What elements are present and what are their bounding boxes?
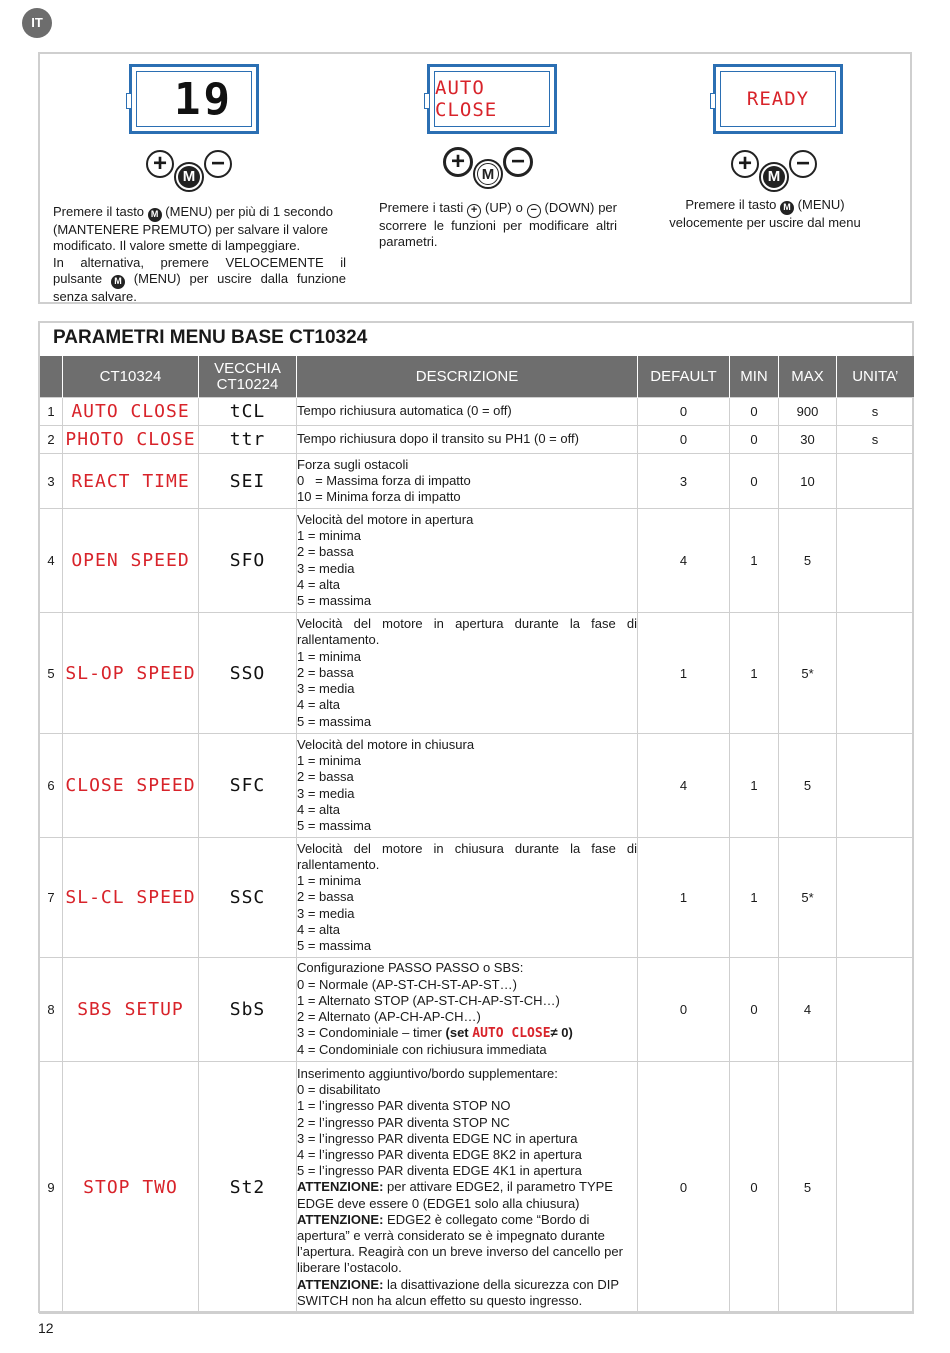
minus-icon: − (204, 150, 232, 178)
caption-save-line2 (53, 255, 346, 306)
description-line: 0 = disabilitato (297, 1082, 381, 1098)
description-line: 4 = alta (297, 697, 341, 713)
old-code (199, 398, 297, 426)
minus-icon: − (527, 204, 541, 218)
description-line: Configurazione PASSO PASSO o SBS: (297, 960, 524, 976)
row-number: 1 (40, 398, 63, 426)
min-value: 0 (730, 1062, 779, 1314)
display-code-text: PHOTO CLOSE (65, 429, 196, 450)
old-code-text: tCL (229, 401, 266, 422)
description-line: 1 = l’ingresso PAR diventa STOP NO (297, 1098, 511, 1114)
description-line: 3 = l’ingresso PAR diventa EDGE NC in apertura (297, 1130, 578, 1146)
description-text: 3 = Condominiale – timer (297, 1025, 442, 1041)
old-code (199, 958, 297, 1062)
menu-m-icon: M (780, 201, 794, 215)
description-line: 4 = alta (297, 576, 341, 592)
default-value: 4 (638, 734, 730, 838)
description-line: Velocità del motore in chiusura durante la fase di rallentamento. (297, 840, 637, 872)
header-old-line2: CT10224 (216, 375, 279, 393)
header-description: DESCRIZIONE (297, 356, 638, 398)
lcd-display-ready (713, 64, 843, 134)
description-line: Tempo richiusura automatica (0 = off) (297, 403, 512, 419)
plus-icon: + (467, 204, 481, 218)
caption-save (53, 204, 346, 305)
description-line: 1 = Alternato STOP (AP-ST-CH-AP-ST-CH…) (297, 992, 560, 1008)
description-line: 1 = minima (297, 648, 361, 664)
auto-close-code: AUTO CLOSE (472, 1026, 551, 1042)
lcd-ready-text: READY (746, 88, 810, 110)
description-line: 5 = massima (297, 938, 372, 953)
lcd-notch (126, 93, 131, 109)
table-row (40, 1062, 914, 1314)
max-value: 30 (779, 426, 837, 454)
default-value: 4 (638, 509, 730, 613)
old-code-text: SFC (229, 775, 266, 796)
min-value: 1 (730, 613, 779, 734)
description-line: 2 = Alternato (AP-CH-AP-CH…) (297, 1009, 481, 1024)
language-badge: IT (22, 8, 52, 38)
description (297, 509, 638, 613)
description-line (297, 1025, 637, 1042)
old-code-text: SbS (229, 999, 266, 1020)
header-old-line1: VECCHIA (214, 359, 281, 377)
display-code (63, 838, 199, 958)
min-value: 1 (730, 838, 779, 958)
menu-m-icon (174, 162, 204, 192)
default-value: 0 (638, 958, 730, 1062)
description (297, 613, 638, 734)
description-line: 3 = media (297, 560, 355, 576)
lcd-auto-close-text: AUTO CLOSE (435, 77, 498, 121)
page-number: 12 (38, 1320, 54, 1336)
attention-text: la disattivazione della sicurezza con DIP SWITCH non ha alcun effetto su questo ingresso. (297, 1276, 619, 1308)
old-code-text: St2 (229, 1177, 266, 1198)
caption-text: Premere il tasto (685, 197, 777, 212)
max-value: 5* (779, 613, 837, 734)
unit-value (837, 454, 914, 509)
menu-m-icon (473, 159, 503, 189)
plus-icon: + (731, 150, 759, 178)
max-value: 5 (779, 1062, 837, 1314)
caption-text: In alternativa, premere VELOCEMENTE il pulsante (53, 254, 346, 286)
button-group-2 (443, 147, 533, 189)
caption-text: Premere il tasto (53, 204, 145, 219)
description-line: 3 = media (297, 905, 355, 921)
old-code (199, 734, 297, 838)
display-code-text: CLOSE SPEED (65, 775, 196, 796)
caption-scroll (379, 200, 617, 251)
row-number: 2 (40, 426, 63, 454)
unit-value (837, 838, 914, 958)
description-line: Velocità del motore in apertura durante la fase di rallentamento. (297, 616, 637, 648)
attention-text: EDGE2 è collegato come “Bordo di apertura” e verrà considerato se è impegnato durante l’apertura. Reagirà con un breve inverso del cancello per liberare l’ostacolo. (297, 1211, 623, 1276)
description (297, 1062, 638, 1314)
description-line: 10 = Minima forza di impatto (297, 489, 461, 505)
description-line: 0 = Normale (AP-ST-CH-ST-AP-ST…) (297, 976, 517, 992)
description-line: 2 = l’ingresso PAR diventa STOP NC (297, 1114, 510, 1130)
menu-m-icon (759, 162, 789, 192)
minus-icon: − (503, 147, 533, 177)
table-row (40, 838, 914, 958)
header-index (40, 356, 63, 398)
description-line: 1 = minima (297, 753, 361, 769)
row-number: 6 (40, 734, 63, 838)
max-value: 900 (779, 398, 837, 426)
attention-note (297, 1179, 637, 1211)
lcd-value-text: 19 (174, 74, 233, 125)
min-value: 1 (730, 734, 779, 838)
default-value: 0 (638, 1062, 730, 1314)
description-line: 4 = l’ingresso PAR diventa EDGE 8K2 in apertura (297, 1146, 582, 1162)
display-code (63, 613, 199, 734)
description-line: 5 = massima (297, 592, 372, 608)
description-line: 2 = bassa (297, 889, 354, 905)
description (297, 454, 638, 509)
table-row (40, 398, 914, 426)
default-value: 3 (638, 454, 730, 509)
lcd-screen (720, 71, 836, 127)
description-line: 1 = minima (297, 528, 361, 544)
button-group-1 (146, 150, 232, 192)
old-code (199, 509, 297, 613)
min-value: 0 (730, 454, 779, 509)
description-bold-text: ≠ 0) (550, 1025, 573, 1041)
row-number: 9 (40, 1062, 63, 1314)
description (297, 398, 638, 426)
description-line: 1 = minima (297, 873, 361, 889)
display-code-text: OPEN SPEED (71, 550, 190, 571)
description (297, 426, 638, 454)
lcd-display-value (129, 64, 259, 134)
old-code (199, 613, 297, 734)
lcd-display-auto-close (427, 64, 557, 134)
header-old (199, 356, 297, 398)
header-min: MIN (730, 356, 779, 398)
menu-m-icon: M (111, 275, 125, 289)
description-line: 2 = bassa (297, 664, 354, 680)
unit-value (837, 1062, 914, 1314)
unit-value (837, 509, 914, 613)
menu-m-letter: M (763, 166, 785, 188)
description-line: 3 = media (297, 681, 355, 697)
caption-text: (UP) o (485, 200, 523, 215)
header-ct10324: CT10324 (63, 356, 199, 398)
old-code (199, 1062, 297, 1314)
old-code-text: ttr (229, 429, 266, 450)
display-code (63, 454, 199, 509)
description-bold-text: (set (445, 1025, 469, 1041)
display-code-text: REACT TIME (71, 470, 190, 492)
attention-label: ATTENZIONE: (297, 1211, 384, 1227)
table-row (40, 509, 914, 613)
display-code-text: SBS SETUP (77, 999, 184, 1020)
lcd-notch (710, 93, 715, 109)
description-line: 3 = media (297, 785, 355, 801)
description (297, 958, 638, 1062)
caption-exit (660, 197, 870, 231)
attention-note (297, 1212, 637, 1277)
old-code (199, 426, 297, 454)
default-value: 1 (638, 613, 730, 734)
lcd-screen (434, 71, 550, 127)
caption-text: (MENU) per più di 1 secondo (MANTENERE PREMUTO) per salvare il valore modificato. Il valore smette di lampeggiare. (53, 204, 333, 254)
display-code-text: SL-CL SPEED (65, 887, 196, 908)
lcd-notch (424, 93, 429, 109)
display-code-text: AUTO CLOSE (71, 401, 190, 422)
parameters-table (39, 356, 914, 1314)
max-value: 5 (779, 509, 837, 613)
description-line: Forza sugli ostacoli (297, 456, 409, 472)
unit-value: s (837, 398, 914, 426)
display-code (63, 426, 199, 454)
plus-icon: + (443, 147, 473, 177)
default-value: 1 (638, 838, 730, 958)
min-value: 0 (730, 958, 779, 1062)
old-code-text: SEI (229, 470, 266, 492)
menu-m-letter: M (477, 163, 499, 185)
description-line: Velocità del motore in apertura (297, 511, 474, 527)
table-row (40, 613, 914, 734)
lcd-screen (136, 71, 252, 127)
caption-text: (MENU) velocemente per uscire dal menu (669, 197, 861, 230)
attention-note (297, 1277, 637, 1309)
description-line: Inserimento aggiuntivo/bordo supplementare: (297, 1065, 558, 1081)
display-code (63, 1062, 199, 1314)
description-line: Tempo richiusura dopo il transito su PH1 (0 = off) (297, 431, 579, 447)
caption-text: (DOWN) per scorrere le funzioni per modificare altri parametri. (379, 200, 617, 250)
attention-label: ATTENZIONE: (297, 1276, 384, 1292)
table-row (40, 426, 914, 454)
row-number: 5 (40, 613, 63, 734)
attention-label: ATTENZIONE: (297, 1179, 384, 1195)
unit-value (837, 958, 914, 1062)
description-line: 5 = massima (297, 713, 372, 729)
table-row (40, 454, 914, 509)
old-code-text: SSO (229, 662, 266, 684)
default-value: 0 (638, 426, 730, 454)
display-code-text: SL-OP SPEED (65, 662, 196, 684)
header-max: MAX (779, 356, 837, 398)
row-number: 8 (40, 958, 63, 1062)
attention-text: per attivare EDGE2, il parametro TYPE EDGE deve essere 0 (EDGE1 solo alla chiusura) (297, 1179, 613, 1211)
description-line: 2 = bassa (297, 544, 354, 560)
display-code (63, 734, 199, 838)
description-line: 4 = alta (297, 921, 341, 937)
description-bold (446, 1025, 573, 1040)
max-value: 4 (779, 958, 837, 1062)
description-line: 2 = bassa (297, 769, 354, 785)
plus-icon: + (146, 150, 174, 178)
table-title: PARAMETRI MENU BASE CT10324 (53, 327, 368, 348)
unit-value (837, 734, 914, 838)
table-header-row (40, 356, 914, 398)
row-number: 3 (40, 454, 63, 509)
description (297, 734, 638, 838)
description-line: 5 = l’ingresso PAR diventa EDGE 4K1 in apertura (297, 1163, 582, 1179)
display-code-text: STOP TWO (83, 1177, 178, 1198)
old-code (199, 838, 297, 958)
unit-value (837, 613, 914, 734)
description-line: 5 = massima (297, 817, 372, 833)
old-code-text: SFO (229, 550, 266, 571)
old-code (199, 454, 297, 509)
button-group-3 (731, 150, 817, 192)
menu-m-icon: M (148, 208, 162, 222)
description-line: 0 = Massima forza di impatto (297, 472, 471, 488)
max-value: 10 (779, 454, 837, 509)
max-value: 5 (779, 734, 837, 838)
min-value: 0 (730, 426, 779, 454)
min-value: 1 (730, 509, 779, 613)
default-value: 0 (638, 398, 730, 426)
description-line: Velocità del motore in chiusura (297, 736, 475, 752)
row-number: 4 (40, 509, 63, 613)
row-number: 7 (40, 838, 63, 958)
header-unit: UNITA’ (837, 356, 914, 398)
display-code (63, 958, 199, 1062)
caption-save-line1 (53, 204, 346, 255)
min-value: 0 (730, 398, 779, 426)
description (297, 838, 638, 958)
table-row (40, 734, 914, 838)
caption-text: (MENU) per uscire dalla funzione senza salvare. (53, 270, 346, 304)
display-code (63, 398, 199, 426)
caption-text: Premere i tasti (379, 200, 464, 215)
header-default: DEFAULT (638, 356, 730, 398)
max-value: 5* (779, 838, 837, 958)
description-line: 4 = alta (297, 801, 341, 817)
description-line: 4 = Condominiale con richiusura immediata (297, 1042, 547, 1058)
table-row (40, 958, 914, 1062)
unit-value: s (837, 426, 914, 454)
old-code-text: SSC (229, 887, 266, 908)
menu-m-letter: M (178, 166, 200, 188)
display-code (63, 509, 199, 613)
minus-icon: − (789, 150, 817, 178)
